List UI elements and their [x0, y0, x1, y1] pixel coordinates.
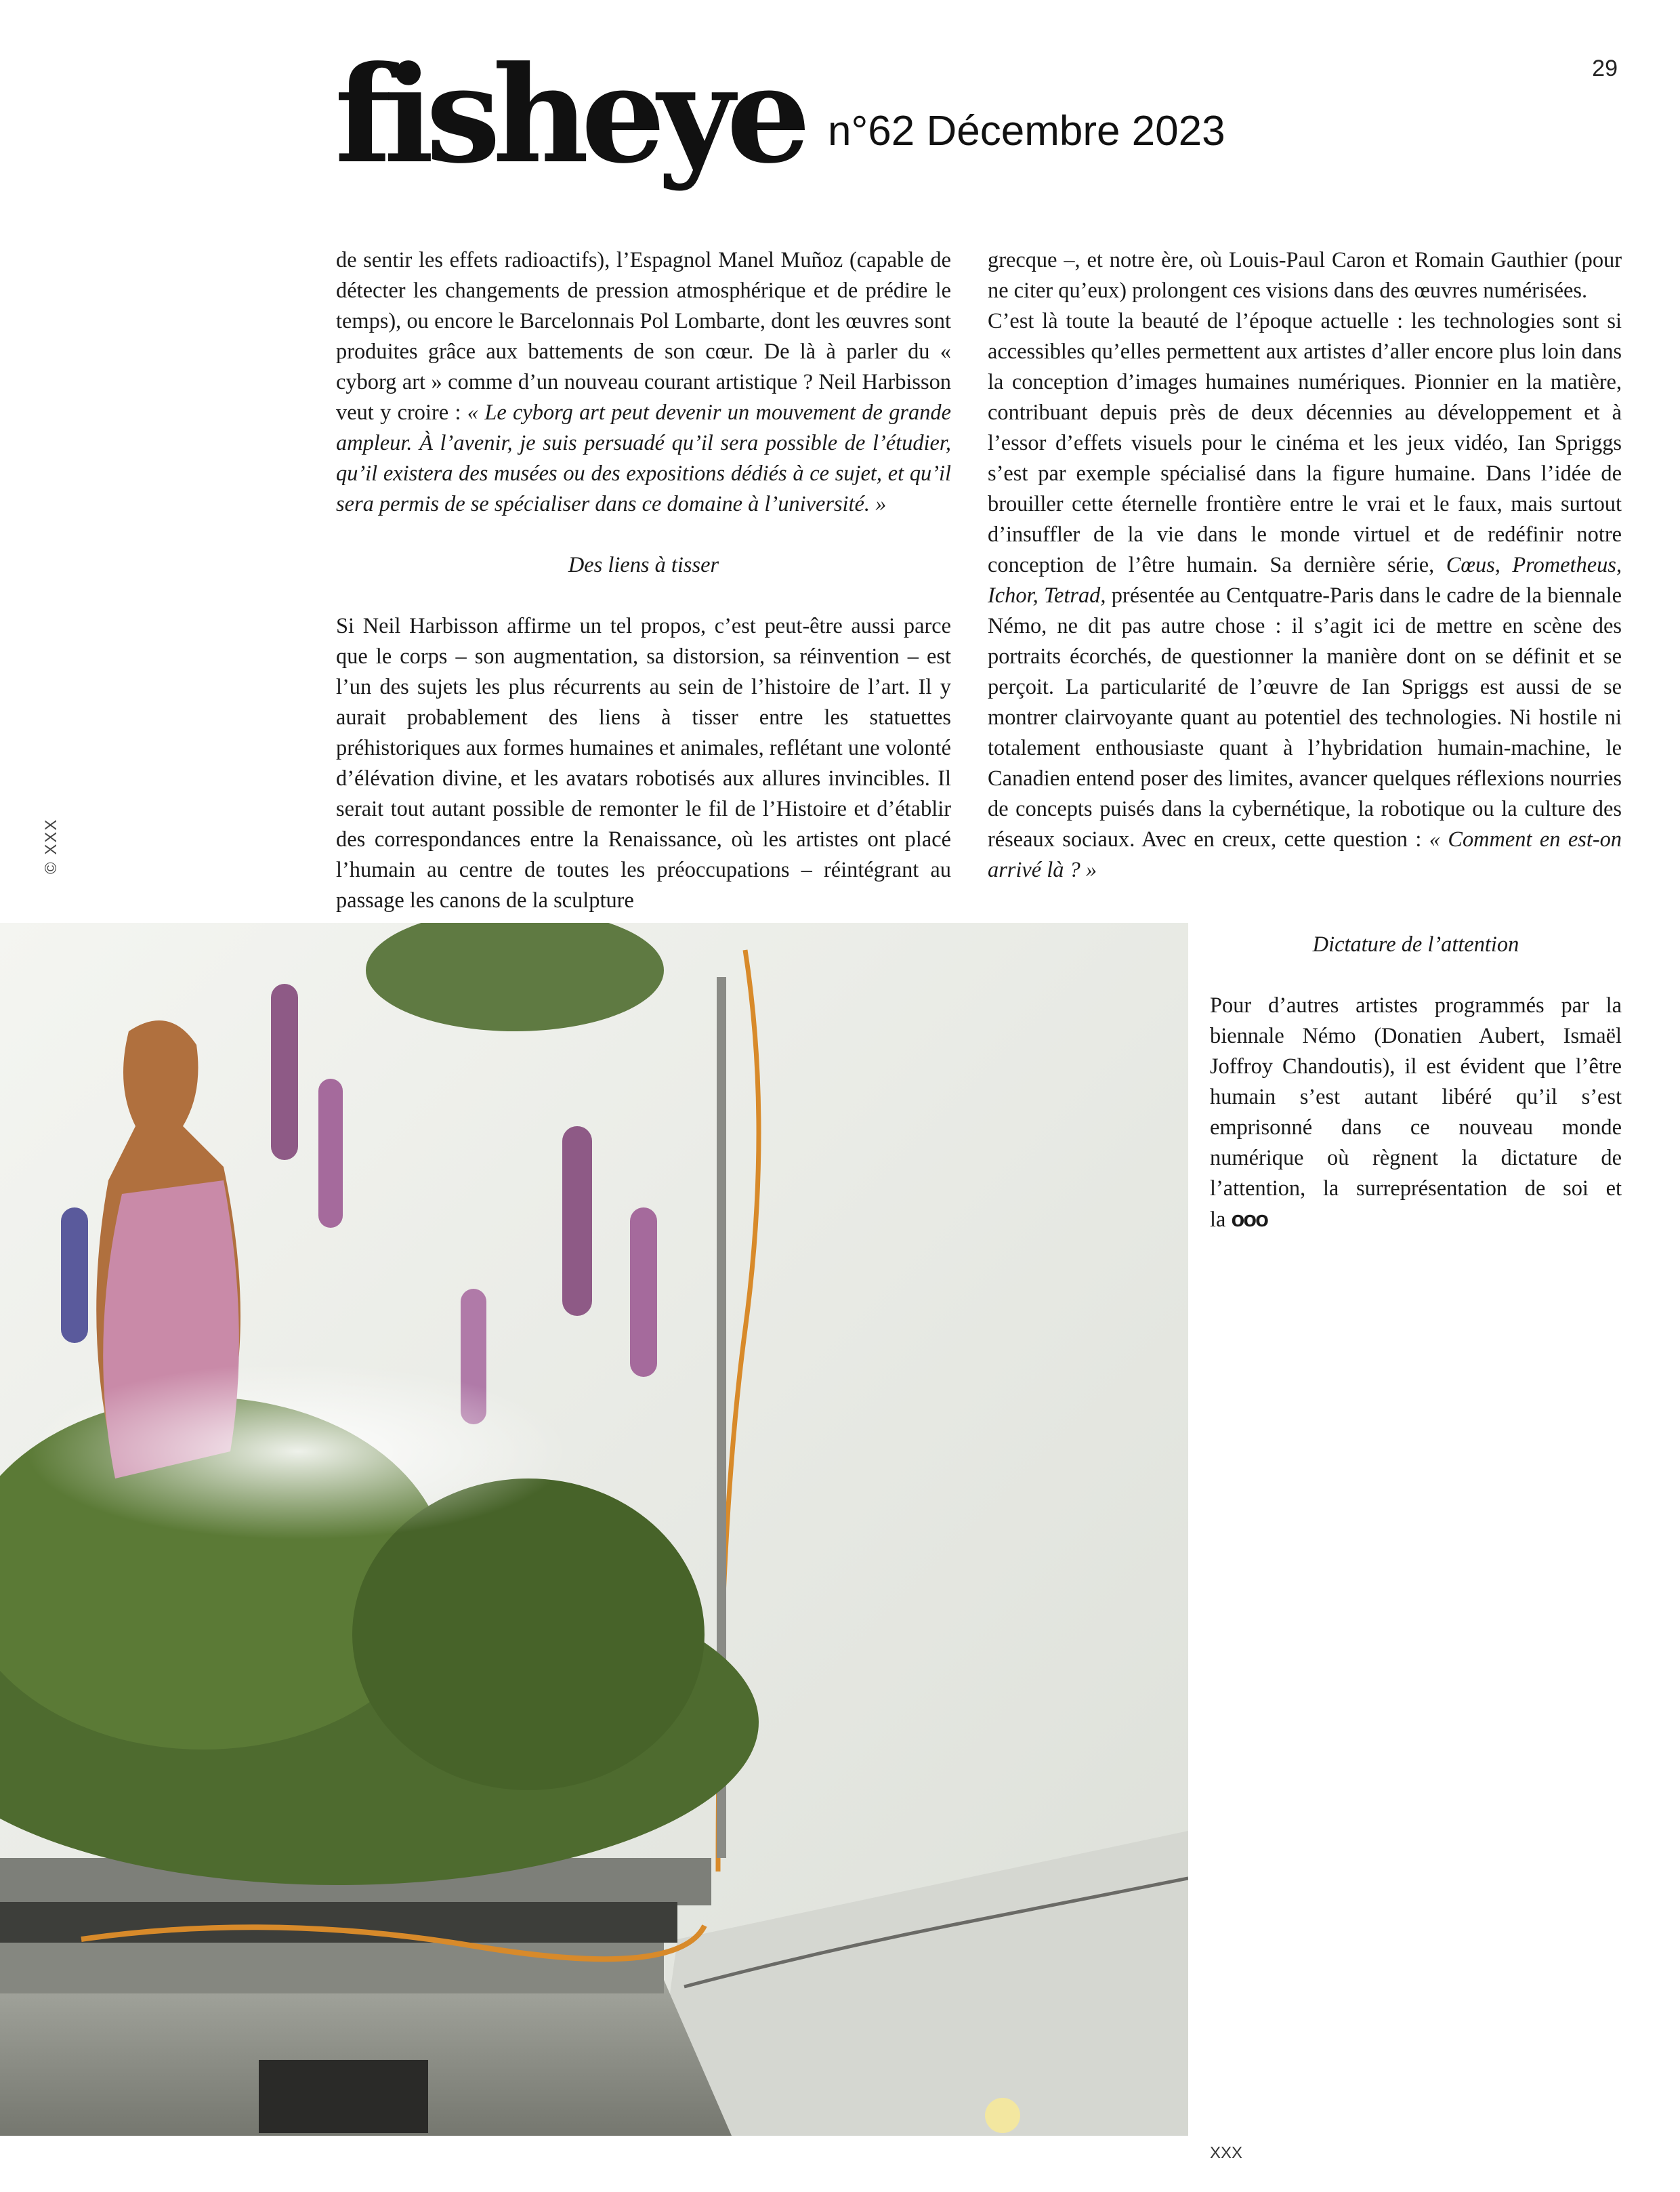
issue-date: n°62 Décembre 2023: [828, 108, 1225, 154]
plaque: [259, 2060, 428, 2133]
quote: « Comment en est-on arrivé là ? »: [988, 827, 1622, 882]
quote: « Le cyborg art peut devenir un mouvement de grande ampleur. À l’avenir, je suis persuadé qu’il sera possible de l’étudier, qu’il existera des musées ou des expositions dédiés à ce sujet, et qu’il sera permis de se spécialiser dans ce domaine à l’université. »: [336, 400, 951, 516]
water-mist: [27, 1363, 569, 1539]
section-subhead: Des liens à tisser: [568, 553, 719, 577]
continue-mark: ooo: [1231, 1207, 1267, 1231]
photo-credit: © XXX: [42, 818, 60, 874]
paragraph: [336, 245, 951, 520]
artwork-photo: [0, 923, 1188, 2136]
article-column-third: [1210, 930, 1622, 1235]
section-subhead: Dictature de l’attention: [1312, 932, 1519, 957]
lupine: [61, 1207, 88, 1343]
paragraph-text: présentée au Centquatre-Paris dans le cadre de la biennale Némo, ne dit pas autre chose : il s’agit ici de mettre en scène des portraits écorchés, de questionner la manière dont on se définit et se perçoit. La particularité de l’œuvre de Ian Spriggs est aussi de se montrer clairvoyante quant au potentiel des technologies. Ni hostile ni totalement enthousiaste quant à l’hybridation humain-machine, le Canadien entend poser des limites, avancer quelques réflexions nourries de concepts puisés dans la cybernétique, la robotique ou la culture des réseaux sociaux. Avec en creux, cette question :: [988, 583, 1622, 852]
magazine-logo: fisheye: [335, 37, 803, 193]
paragraph: Si Neil Harbisson affirme un tel propos, c’est peut-être aussi parce que le corps – son augmentation, sa distorsion, sa réinvention – est l’un des sujets les plus récurrents au sein de l’histoire de l’art. Il y aurait probablement des liens à tisser entre les statuettes préhistoriques aux formes humaines et animales, reflétant une volonté d’élévation divine, et les avatars robotisés aux allures invincibles. Il serait tout autant possible de remonter le fil de l’Histoire et d’établir des correspondances entre la Renaissance, où les artistes ont placé l’humain au centre de toutes les préoccupations – réintégrant au passage les canons de la sculpture: [336, 614, 951, 913]
article-column-right: [988, 245, 1622, 886]
paragraph: [988, 306, 1622, 886]
lupine: [271, 984, 298, 1160]
article-column-left: [336, 245, 951, 916]
paragraph-text: C’est là toute la beauté de l’époque actuelle : les technologies sont si accessibles qu’elles permettent aux artistes d’aller encore plus loin dans la conception d’images humaines numériques. Pionnier en la matière, contribuant depuis près de deux décennies au développement et à l’essor d’effets visuels pour le cinéma et les jeux vidéo, Ian Spriggs s’est par exemple spécialisé dans la figure humaine. Dans l’idée de brouiller cette éternelle frontière entre le vrai et le faux, mais surtout d’insuffler de la vie dans le monde virtuel et de redéfinir notre conception de l’être humain. Sa dernière série,: [988, 309, 1622, 577]
photo-caption: XXX: [1210, 2144, 1243, 2162]
page-number: 29: [1592, 56, 1618, 81]
series-title: Cœus, Prometheus, Ichor, Tetrad,: [988, 553, 1622, 608]
paragraph: [1210, 991, 1622, 1235]
floor-light: [985, 2098, 1020, 2133]
pedestal-top: [0, 1939, 664, 1993]
lupine: [318, 1079, 343, 1228]
paragraph: grecque –, et notre ère, où Louis-Paul Caron et Romain Gauthier (pour ne citer qu’eux) prolongent ces visions dans des œuvres numérisées.: [988, 248, 1622, 303]
paragraph-text: de sentir les effets radioactifs), l’Espagnol Manel Muñoz (capable de détecter les changements de pression atmosphérique et de prédire le temps), ou encore le Barcelonnais Pol Lombarte, dont les œuvres sont produites grâce aux battements de son cœur. De là à parler du « cyborg art » comme d’un nouveau courant artistique ? Neil Harbisson veut y croire :: [336, 248, 951, 425]
lupine: [630, 1207, 657, 1377]
lupine: [562, 1126, 592, 1316]
paragraph-text: Pour d’autres artistes programmés par la biennale Némo (Donatien Aubert, Ismaël Joffroy Chandoutis), il est évident que l’être humain s’est autant libéré qu’il s’est emprisonné dans ce nouveau monde numérique où règnent la dictature de l’attention, la surreprésentation de soi et la: [1210, 993, 1622, 1232]
